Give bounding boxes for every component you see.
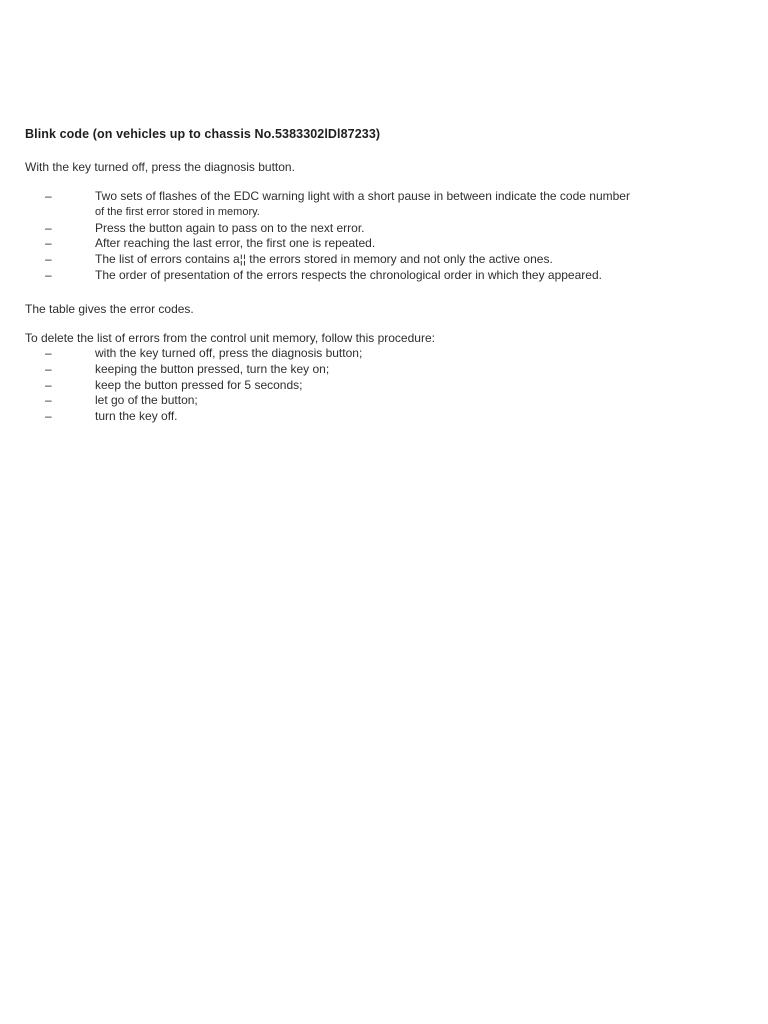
list-item-text: After reaching the last error, the first one is repeated. <box>95 236 376 251</box>
list-dash: – <box>45 252 52 267</box>
list-dash: – <box>45 346 52 360</box>
list-item-text: keep the button pressed for 5 seconds; <box>95 377 303 392</box>
list-item-text: let go of the button; <box>95 393 198 408</box>
list-item <box>25 252 755 268</box>
section-heading: Blink code (on vehicles up to chassis No.5383302lDl87233) <box>25 127 381 141</box>
list-dash: – <box>45 361 52 376</box>
list-item <box>25 393 755 409</box>
list-item-text: Two sets of flashes of the EDC warning light with a short pause in between indicate the code number <box>95 189 630 203</box>
list-dash: – <box>45 393 52 408</box>
delete-intro-paragraph: To delete the list of errors from the control unit memory, follow this procedure: <box>25 331 435 345</box>
list-dash: – <box>45 377 52 392</box>
intro-paragraph: With the key turned off, press the diagnosis button. <box>25 160 295 174</box>
list-item-text: keeping the button pressed, turn the key on; <box>95 361 330 376</box>
list-item <box>25 221 755 237</box>
list-dash: – <box>45 409 52 424</box>
list-item <box>25 236 755 252</box>
list-dash: – <box>45 267 52 282</box>
list-item-text: The list of errors contains a¦¦ the errors stored in memory and not only the active ones. <box>95 252 553 267</box>
list-item-text: The order of presentation of the errors respects the chronological order in which they appeared. <box>95 267 602 282</box>
list-item <box>25 346 755 362</box>
list-item <box>25 409 755 425</box>
list-dash: – <box>45 220 52 235</box>
blink-code-list <box>25 189 755 284</box>
list-dash: – <box>45 189 52 203</box>
list-item <box>25 189 755 221</box>
delete-procedure-list <box>25 346 755 425</box>
list-item-text: with the key turned off, press the diagnosis button; <box>95 346 363 360</box>
list-item-text: turn the key off. <box>95 409 178 424</box>
list-item <box>25 378 755 394</box>
list-dash: – <box>45 236 52 251</box>
list-item-text: Press the button again to pass on to the next error. <box>95 220 365 235</box>
list-item <box>25 362 755 378</box>
table-note-paragraph: The table gives the error codes. <box>25 302 194 316</box>
list-item-text-continued: of the first error stored in memory. <box>95 205 260 218</box>
list-item <box>25 268 755 284</box>
